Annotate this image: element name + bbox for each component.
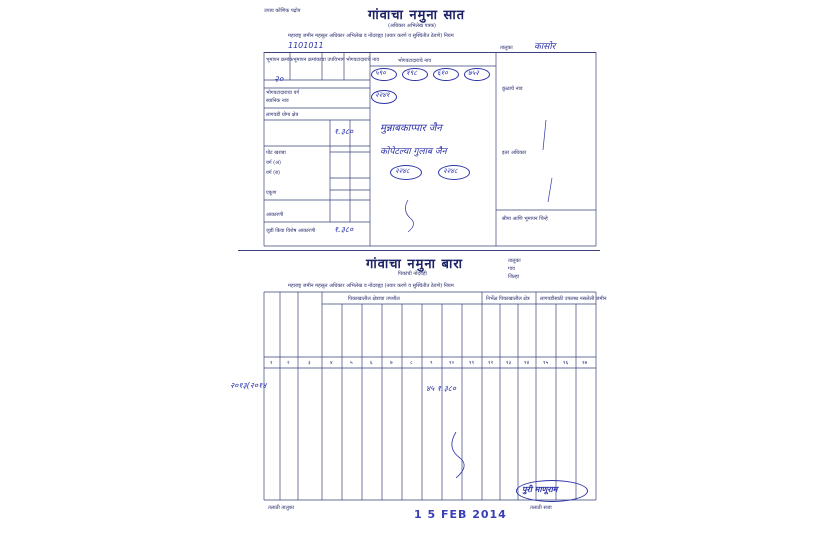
left-label-judi: जुडी किंवा विशेष आकारणी bbox=[266, 228, 316, 234]
col-number-5: ५ bbox=[350, 360, 353, 366]
lower-form-subtitle: पिकांची नोंदवही bbox=[398, 271, 427, 277]
left-label-pot-kharaba: पोट खराबा bbox=[266, 150, 286, 156]
col-header-occupant: भोगवटादाराचे नाव bbox=[346, 57, 380, 63]
document-page bbox=[230, 0, 607, 553]
upper-form-subtitle: (अधिकार अभिलेख पत्रक) bbox=[388, 23, 437, 29]
col-number-9: ९ bbox=[430, 360, 433, 366]
group-header-crop-area: पिकाखालील क्षेत्राचा तपशील bbox=[348, 296, 400, 302]
left-label-assessment: आकारणी bbox=[266, 212, 284, 218]
lower-right-label-taluka: तालुका bbox=[508, 258, 521, 264]
hand-row-values: ४५ १.३८० bbox=[426, 384, 457, 393]
col-number-12: १२ bbox=[488, 360, 494, 366]
hand-2241: २२४१ bbox=[375, 91, 390, 99]
col-number-11: ११ bbox=[469, 360, 475, 366]
col-number-6: ६ bbox=[370, 360, 373, 366]
col-number-3: ३ bbox=[308, 360, 311, 366]
left-label-class-a: वर्ग (अ) bbox=[266, 160, 281, 166]
left-label-cultivable: लागवडी योग्य क्षेत्र bbox=[266, 112, 299, 118]
top-left-note: उपाय कोणिक पद्रोप bbox=[264, 8, 301, 14]
left-label-class: भोगवटादाराचा वर्ग bbox=[266, 90, 300, 96]
hand-name-1: मुन्नाबकाप्पार जैन bbox=[380, 123, 442, 134]
right-label-other-rights: इतर अधिकार bbox=[502, 150, 527, 156]
col-number-2: २ bbox=[287, 360, 290, 366]
date-stamp: 1 5 FEB 2014 bbox=[414, 508, 507, 521]
col-number-4: ४ bbox=[330, 360, 333, 366]
hand-number-1: ५९० bbox=[375, 69, 386, 77]
hand-row-id: २०१३(२०१४ bbox=[230, 381, 267, 390]
col-header-subdivision: भूमापन क्रमांकाचा उपविभाग bbox=[293, 57, 345, 63]
left-label-local-name: स्थानिक नाव bbox=[266, 98, 289, 104]
col-number-7: ७ bbox=[390, 360, 393, 366]
hand-number-3: ६१० bbox=[437, 69, 448, 77]
hand-name-2: कोपेटल्या गुलाब जैन bbox=[380, 147, 447, 157]
upper-form-title: गांवाचा नमुना सात bbox=[368, 8, 466, 23]
upper-left-header-value: 1101011 bbox=[288, 41, 324, 50]
field-area-value: १.३८० bbox=[334, 127, 354, 136]
col-number-1: १ bbox=[270, 360, 273, 366]
lower-form-title: गांवाचा नमुना बारा bbox=[366, 257, 463, 272]
group-header-unavailable-land: लागवडीसाठी उपलब्ध नसलेली जमीन bbox=[540, 296, 607, 302]
right-header-label: तालुका bbox=[500, 45, 513, 51]
signature-caption: तलाठी सजा bbox=[530, 505, 552, 511]
footer-left-label: तलाठी तालुका bbox=[268, 505, 294, 511]
col-number-13: १३ bbox=[506, 360, 512, 366]
upper-rule-line: महाराष्ट्र जमीन महसूल अधिकार अभिलेख व नोंदवह्या (तयार करणे व सुस्थितीत ठेवणे) नियम bbox=[288, 33, 454, 39]
hand-number-4: ७५२ bbox=[468, 69, 479, 77]
col-number-14: १४ bbox=[524, 360, 530, 366]
field-20: २० bbox=[274, 75, 284, 85]
col-number-15: १५ bbox=[543, 360, 549, 366]
col-number-8: ८ bbox=[410, 360, 413, 366]
hand-2248b: २२४८ bbox=[443, 167, 458, 175]
lower-right-label-village: गाव bbox=[508, 266, 515, 272]
hand-area-bottom: १.३८० bbox=[334, 225, 354, 234]
col-header-survey-no: भूमापन क्रमांक bbox=[266, 57, 293, 63]
left-label-total: एकूण bbox=[266, 190, 277, 196]
right-label-boundaries: सीमा आणि भूमापन चिन्हे bbox=[502, 216, 548, 222]
right-label-tenant: कुळाचे नाव bbox=[502, 86, 523, 92]
col-number-17: १७ bbox=[582, 360, 588, 366]
lower-right-label-district: जिल्हा bbox=[508, 274, 520, 280]
hand-2248: २२४८ bbox=[395, 167, 410, 175]
lower-form-grid bbox=[238, 0, 600, 553]
right-header-value: कासोर bbox=[534, 42, 556, 52]
signature: पुरी माणूराम bbox=[522, 485, 558, 494]
col-number-10: १० bbox=[449, 360, 455, 366]
hand-number-2: १९८ bbox=[406, 69, 417, 77]
lower-rule-line: महाराष्ट्र जमीन महसूल अधिकार अभिलेख व नोंदवह्या (तयार करणे व सुस्थितीत ठेवणे) नियम bbox=[288, 283, 454, 289]
group-header-pure-crop: निर्भेळ पिकाखालील क्षेत्र bbox=[486, 296, 530, 302]
occupant-header: भोगवटादाराचे नाव bbox=[398, 58, 432, 64]
col-number-16: १६ bbox=[563, 360, 569, 366]
left-label-class-b: वर्ग (ब) bbox=[266, 170, 280, 176]
